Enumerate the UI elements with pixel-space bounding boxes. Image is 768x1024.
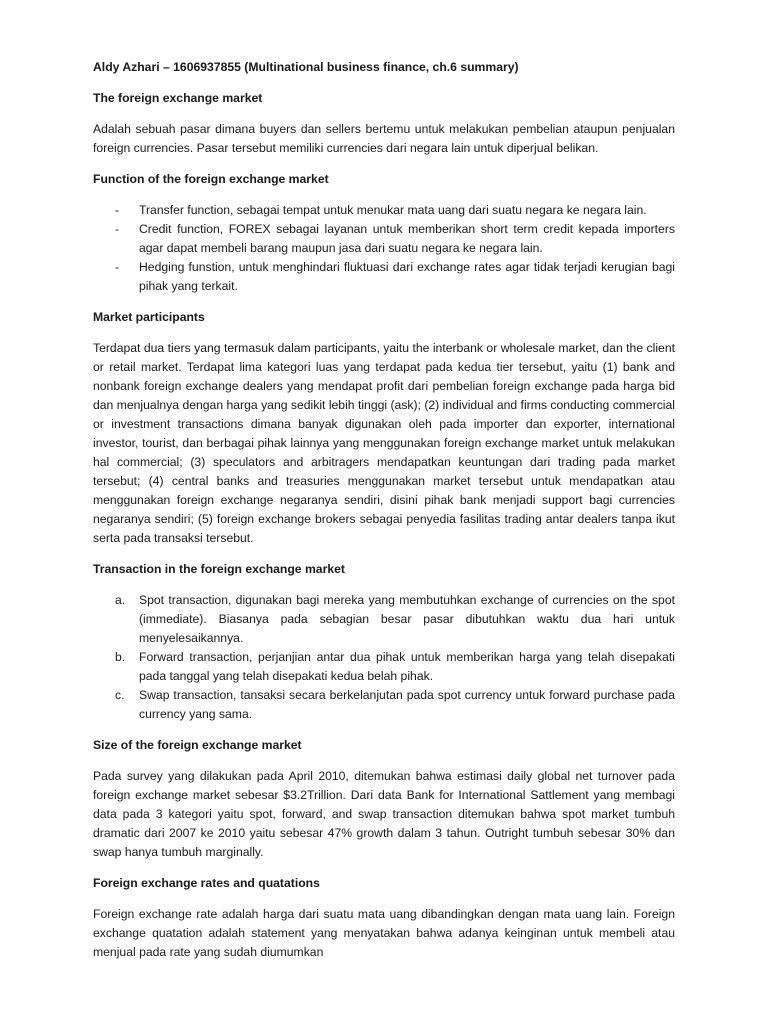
list-item-text: Forward transaction, perjanjian antar dua pihak untuk memberikan harga yang telah disepakati pada tanggal yang telah disepakati kedua belah pihak. [139,650,675,683]
section-paragraph: Adalah sebuah pasar dimana buyers dan sellers bertemu untuk melakukan pembelian ataupun penjualan foreign currencies. Pasar tersebut memiliki currencies dari negara lain untuk diperjual belikan. [93,122,675,155]
list-item-text: Transfer function, sebagai tempat untuk menukar mata uang dari suatu negara ke negara lain. [139,203,647,217]
list-item [93,648,675,686]
lettered-list [93,591,675,724]
list-item-text: Hedging funstion, untuk menghindari fluktuasi dari exchange rates agar tidak terjadi kerugian bagi pihak yang terkait. [139,260,675,293]
list-marker: - [115,203,120,217]
list-item [93,591,675,648]
list-marker: - [115,260,120,274]
section-heading: Market participants [93,310,205,324]
section-heading: Function of the foreign exchange market [93,172,329,186]
bullet-list [93,201,675,296]
section-paragraph: Terdapat dua tiers yang termasuk dalam participants, yaitu the interbank or wholesale market, dan the client or retail market. Terdapat lima kategori luas yang terdapat pada kedua tier tersebut, yaitu (1) bank and nonbank foreign exchange dealers yang mendapat profit dari pembelian foreign exchange pada harga bid dan menjualnya dengan harga yang sedikit lebih tinggi (ask); (2) individual and firms conducting commercial or investment transactions dimana banyak digunakan oleh pada importer dan exporter, international investor, tourist, dan berbagai pihak lainnya yang menggunakan foreign exchange market untuk melakukan hal commercial; (3) speculators and arbitragers mendapatkan keuntungan dari trading pada market tersebut; (4) central banks and treasuries menggunakan market tersebut untuk mendapatkan atau menggunakan foreign exchange negaranya sendiri, disini pihak bank menjadi support bagi currencies negaranya sendiri; (5) foreign exchange brokers sebagai penyedia fasilitas trading antar dealers tanpa ikut serta pada transaksi tersebut. [93,341,675,545]
list-marker: - [115,222,120,236]
document-header: Aldy Azhari – 1606937855 (Multinational business finance, ch.6 summary) [93,60,519,74]
section-heading: The foreign exchange market [93,91,263,105]
list-item [93,258,675,296]
list-item-text: Credit function, FOREX sebagai layanan untuk memberikan short term credit kepada importers agar dapat membeli barang maupun jasa dari suatu negara ke negara lain. [139,222,675,255]
list-marker: b. [115,650,126,664]
list-item-text: Spot transaction, digunakan bagi mereka yang membutuhkan exchange of currencies on the spot (immediate). Biasanya pada sebagian besar pasar dibutuhkan waktu dua hari untuk menyelesaikannya. [139,593,675,645]
section-paragraph: Pada survey yang dilakukan pada April 2010, ditemukan bahwa estimasi daily global net turnover pada foreign exchange market sebesar $3.2Trillion. Dari data Bank for International Sattlement yang membagi data pada 3 kategori yaitu spot, forward, and swap transaction ditemukan bahwa spot market tumbuh dramatic dari 2007 ke 2010 yaitu sebesar 47% growth dalam 3 tahun. Outright tumbuh sebesar 30% dan swap hanya tumbuh marginally. [93,769,675,859]
list-item [93,220,675,258]
document-page [93,58,675,974]
list-item-text: Swap transaction, tansaksi secara berkelanjutan pada spot currency untuk forward purchase pada currency yang sama. [139,688,675,721]
section-heading: Size of the foreign exchange market [93,738,302,752]
list-item [93,201,675,220]
section-paragraph: Foreign exchange rate adalah harga dari suatu mata uang dibandingkan dengan mata uang lain. Foreign exchange quatation adalah statement yang menyatakan bahwa adanya keinginan untuk membeli atau menjual pada rate yang sudah diumumkan [93,907,675,959]
list-marker: a. [115,593,126,607]
list-marker: c. [115,688,125,702]
section-heading: Transaction in the foreign exchange market [93,562,345,576]
section-heading: Foreign exchange rates and quatations [93,876,320,890]
list-item [93,686,675,724]
